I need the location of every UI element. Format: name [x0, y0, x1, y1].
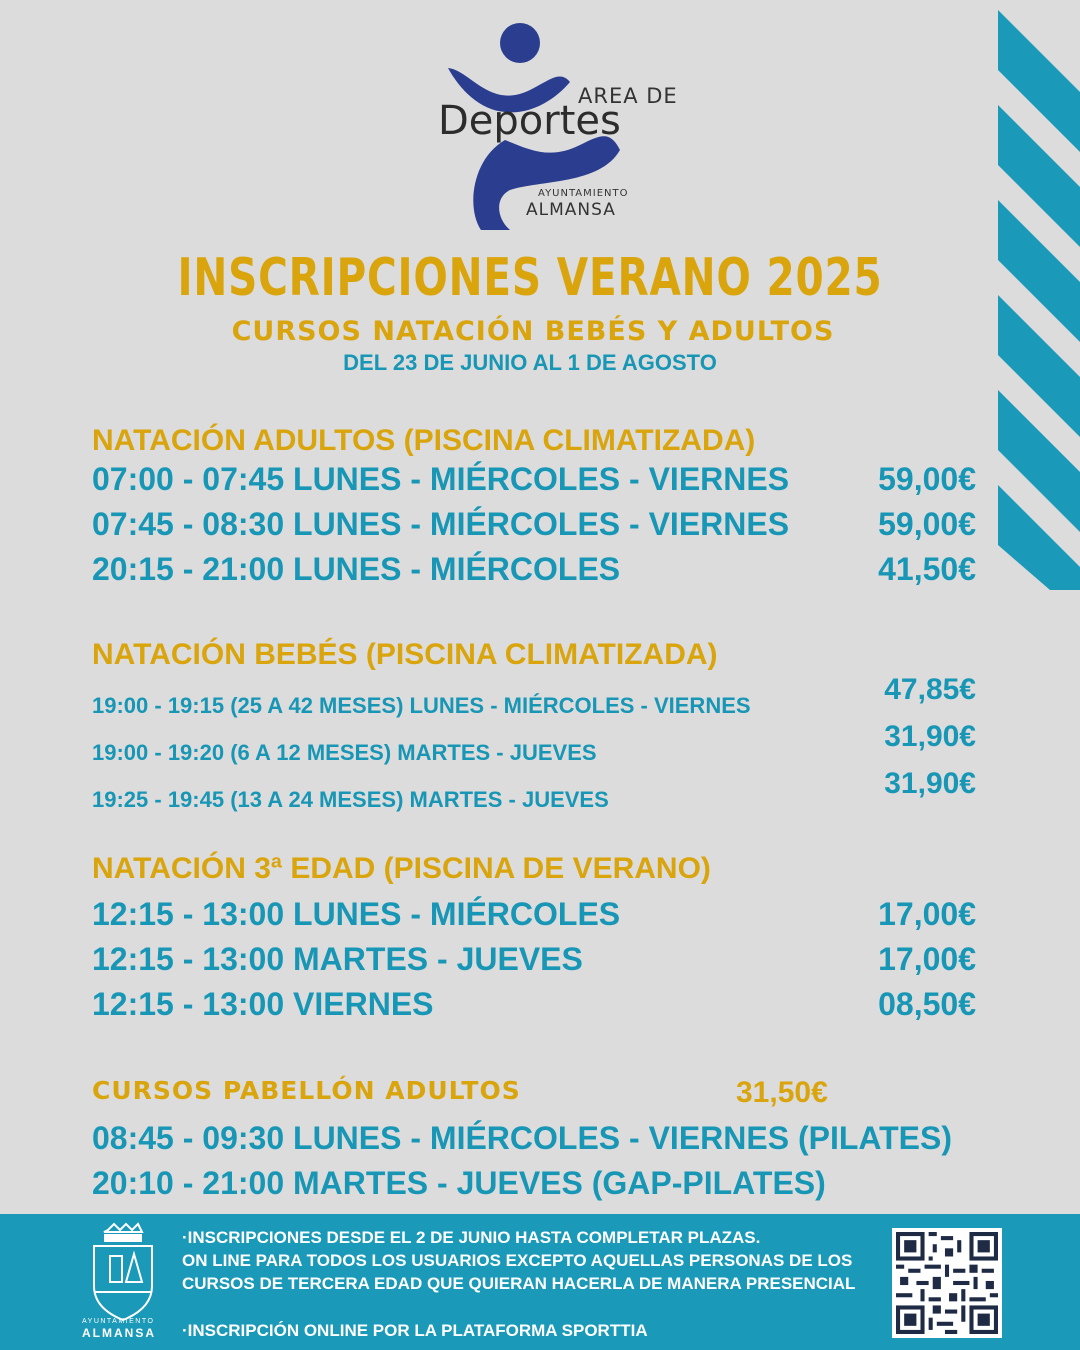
schedule-label: 19:00 - 19:15 (25 A 42 MESES) LUNES - MIÉRCOLES - VIERNES — [92, 693, 751, 718]
footer-info — [182, 1226, 855, 1342]
price: 47,85€ — [884, 673, 976, 706]
logo-city-text: ALMANSA — [526, 200, 616, 220]
schedule-label: 08:45 - 09:30 LUNES - MIÉRCOLES - VIERNES (PILATES) — [92, 1120, 953, 1156]
pabellon-price: 31,50€ — [736, 1076, 828, 1109]
schedule-label: 07:45 - 08:30 LUNES - MIÉRCOLES - VIERNES — [92, 506, 790, 542]
schedule-label: 20:10 - 21:00 MARTES - JUEVES (GAP-PILATES) — [92, 1165, 826, 1201]
footer-line: ON LINE PARA TODOS LOS USUARIOS EXCEPTO AQUELLAS PERSONAS DE LOS — [182, 1251, 853, 1270]
qr-code[interactable] — [892, 1228, 1002, 1338]
price: 31,90€ — [884, 767, 976, 800]
crest-label-almansa: ALMANSA — [82, 1326, 156, 1340]
schedule-row — [92, 1165, 976, 1202]
logo-area-text: AREA DE — [578, 84, 678, 108]
schedule-row — [92, 506, 976, 543]
price: 31,90€ — [884, 720, 976, 753]
footer-line: ·INSCRIPCIÓN ONLINE POR LA PLATAFORMA SPORTTIA — [182, 1321, 648, 1340]
crest-label-ayuntamiento: AYUNTAMIENTO — [82, 1318, 155, 1325]
schedule-row — [92, 720, 976, 766]
schedule-label: 12:15 - 13:00 MARTES - JUEVES — [92, 941, 583, 977]
schedule-label: 20:15 - 21:00 LUNES - MIÉRCOLES — [92, 551, 621, 587]
section-heading-pabellon: CURSOS PABELLÓN ADULTOS — [92, 1076, 521, 1105]
schedule-row — [92, 1120, 976, 1157]
qr-code-icon — [896, 1232, 998, 1334]
section-heading-tercera-edad: NATACIÓN 3ª EDAD (PISCINA DE VERANO) — [92, 852, 711, 885]
price: 59,00€ — [878, 506, 976, 542]
schedule-row — [92, 767, 976, 813]
schedule-row — [92, 941, 976, 978]
price: 17,00€ — [878, 941, 976, 977]
section-heading-adultos: NATACIÓN ADULTOS (PISCINA CLIMATIZADA) — [92, 424, 756, 457]
schedule-label: 12:15 - 13:00 LUNES - MIÉRCOLES — [92, 896, 621, 932]
schedule-label: 19:00 - 19:20 (6 A 12 MESES) MARTES - JUEVES — [92, 740, 597, 765]
footer-bar — [0, 1214, 1080, 1350]
schedule-row — [92, 896, 976, 933]
price: 17,00€ — [878, 896, 976, 932]
price: 59,00€ — [878, 461, 976, 497]
schedule-label: 19:25 - 19:45 (13 A 24 MESES) MARTES - JUEVES — [92, 787, 609, 812]
logo-ayto-text: AYUNTAMIENTO — [538, 188, 629, 199]
decorative-stripes — [990, 0, 1080, 590]
schedule-label: 12:15 - 13:00 VIERNES — [92, 986, 434, 1022]
section-heading-bebes: NATACIÓN BEBÉS (PISCINA CLIMATIZADA) — [92, 638, 718, 671]
schedule-label: 07:00 - 07:45 LUNES - MIÉRCOLES - VIERNES — [92, 461, 790, 497]
logo-deportes-text: Deportes — [438, 98, 621, 144]
footer-line: CURSOS DE TERCERA EDAD QUE QUIERAN HACERLA DE MANERA PRESENCIAL — [182, 1274, 856, 1293]
page-title: INSCRIPCIONES VERANO 2025 — [177, 248, 883, 308]
date-range: DEL 23 DE JUNIO AL 1 DE AGOSTO — [343, 350, 717, 375]
schedule-row — [92, 461, 976, 498]
schedule-row — [92, 673, 976, 719]
footer-line: ·INSCRIPCIONES DESDE EL 2 DE JUNIO HASTA COMPLETAR PLAZAS. — [182, 1228, 761, 1247]
price: 08,50€ — [878, 986, 976, 1022]
schedule-row — [92, 986, 976, 1023]
price: 41,50€ — [878, 551, 976, 587]
page-subtitle: CURSOS NATACIÓN BEBÉS Y ADULTOS — [231, 316, 835, 347]
schedule-row — [92, 551, 976, 588]
